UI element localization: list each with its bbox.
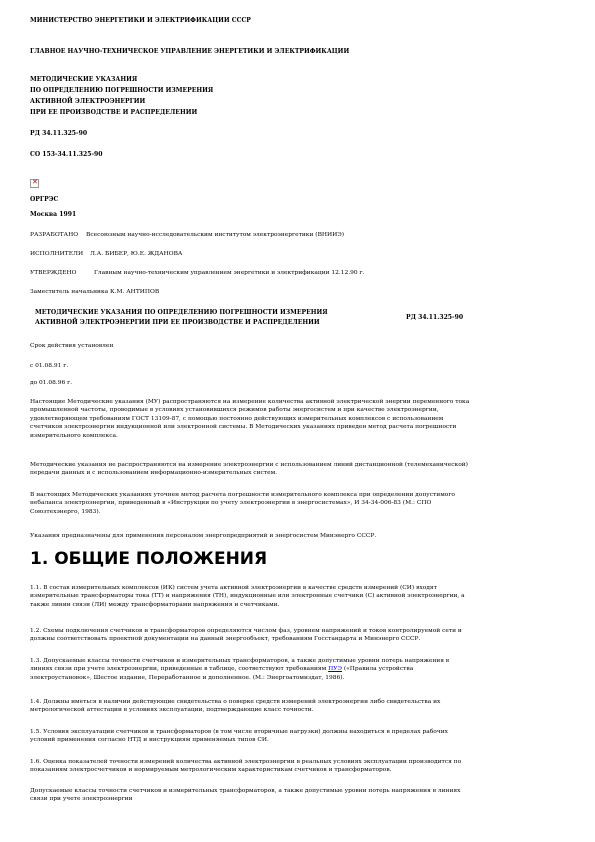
intro-paragraph-2: Методические указания не распространяются на измерение электроэнергии с использованием линий дистанционной (телемеханической) передачи данных и с использованием информационно-измерительных систем.: [30, 462, 468, 477]
paragraph-1-5: 1.5. Условия эксплуатации счетчиков и трансформаторов (в том числе вторичные нагрузки) должны находиться в пределах рабочих условий применения согласно НТД и инструкциям применяемых типов СИ.: [30, 729, 448, 744]
city-year: Москва 1991: [30, 211, 77, 218]
executors-value: Л.А. БИБЕР, Ю.Е. ЖДАНОВА: [90, 251, 183, 257]
approved-label: УТВЕРЖДЕНО: [30, 270, 77, 276]
paragraph-1-2: 1.2. Схемы подключения счетчиков и трансформаторов определяются числом фаз, уровнем напряжений и токов контролируемой сети и должны соответствовать проектной документации на данный энергообъект, требованиям Госстандарта и Минэнерго СССР.: [30, 628, 462, 643]
directorate-header: ГЛАВНОЕ НАУЧНО-ТЕХНИЧЕСКОЕ УПРАВЛЕНИЕ ЭНЕРГЕТИКИ И ЭЛЕКТРИФИКАЦИИ: [30, 48, 350, 55]
doc-header-title-1: МЕТОДИЧЕСКИЕ УКАЗАНИЯ ПО ОПРЕДЕЛЕНИЮ ПОГРЕШНОСТИ ИЗМЕРЕНИЯ: [35, 309, 328, 316]
validity-label: Срок действия установлен: [30, 343, 114, 349]
executors-label: ИСПОЛНИТЕЛИ: [30, 251, 84, 257]
developed-label: РАЗРАБОТАНО: [30, 232, 79, 238]
intro-paragraph-3: В настоящих Методических указаниях уточнен метод расчета погрешности измерительного комплекса при определении допустимого небаланса электроэнергии, приведенный в «Инструкции по учету электроэнергии в энергосистемах», И 34-34-006-83 (М.: СПО Союзтехэнерго, 1983).: [30, 492, 455, 515]
approved-value: Главным научно-техническим управлением энергетики и электрификации 12.12.90 г.: [94, 270, 365, 276]
ministry-header: МИНИСТЕРСТВО ЭНЕРГЕТИКИ И ЭЛЕКТРИФИКАЦИИ СССР: [30, 17, 251, 24]
so-code: СО 153-34.11.325-90: [30, 151, 103, 158]
section-1-heading: 1. ОБЩИЕ ПОЛОЖЕНИЯ: [30, 549, 268, 569]
paragraph-1-1: 1.1. В состав измерительных комплексов (ИК) систем учета активной электроэнергии в качестве средств измерений (СИ) входят измерительные трансформаторы тока (ТТ) и напряжения (ТН), индукционные или электронные счетчики (С) активной электроэнергии, а также линии связи (ЛИ) между трансформаторами напряжения и счетчиками.: [30, 585, 465, 608]
paragraph-1-4: 1.4. Должны иметься в наличии действующие свидетельства о поверке средств измерений электроэнергии либо свидетельства их метрологической аттестации в условиях эксплуатации, подтверждающие класс точности.: [30, 699, 441, 714]
broken-image-icon: [30, 179, 39, 188]
pue-link[interactable]: ПУЭ: [328, 666, 342, 673]
intro-paragraph-4: Указания предназначены для применения персоналом энергопредприятий и энергосистем Минэнерго СССР.: [30, 533, 377, 539]
table-caption: Допускаемые классы точности счетчиков и измерительных трансформаторов, а также допустимые уровни потерь напряжения в линиях связи при учете электроэнергии: [30, 788, 461, 803]
intro-paragraph-1: Настоящие Методические указания (МУ) распространяются на измерение количества активной электрической энергии переменного тока промышленной частоты, проводимые в условиях установившихся режимов работы энергосистем и при качестве электроэнергии, удовлетворяющем требованиям ГОСТ 13109-87, с помощью постоянно действующих измерительных комплексов с использованием счетчиков электроэнергии индукционной или электронной системы. В Методических указаниях приведен метод расчета погрешности измерительного комплекса.: [30, 399, 470, 439]
doc-title-line-2: ПО ОПРЕДЕЛЕНИЮ ПОГРЕШНОСТИ ИЗМЕРЕНИЯ: [30, 87, 214, 94]
developed-value: Всесоюзным научно-исследовательским институтом электроэнергетики (ВНИИЭ): [86, 232, 345, 238]
doc-title-line-4: ПРИ ЕЕ ПРОИЗВОДСТВЕ И РАСПРЕДЕЛЕНИИ: [30, 109, 198, 116]
validity-from: с 01.08.91 г.: [30, 363, 69, 369]
doc-header-title-2: АКТИВНОЙ ЭЛЕКТРОЭНЕРГИИ ПРИ ЕЕ ПРОИЗВОДСТВЕ И РАСПРЕДЕЛЕНИИ: [35, 319, 320, 326]
doc-title-line-3: АКТИВНОЙ ЭЛЕКТРОЭНЕРГИИ: [30, 98, 146, 105]
doc-title-line-1: МЕТОДИЧЕСКИЕ УКАЗАНИЯ: [30, 76, 138, 83]
validity-to: до 01.08.96 г.: [30, 380, 73, 386]
publisher: ОРГРЭС: [30, 196, 59, 203]
doc-header-code: РД 34.11.325-90: [406, 314, 464, 321]
rd-code: РД 34.11.325-90: [30, 130, 88, 137]
paragraph-1-3: 1.3. Допускаемые классы точности счетчиков и измерительных трансформаторов, а также допустимые уровни потерь напряжения в линиях связи при учете электроэнергии, приведенные в таблице, соответствуют требованиям ПУЭ («Правила устройства электроустановок», Шестое издание, Переработанное и дополненное. (М.: Энергоатомиздат, 1986).: [30, 658, 450, 681]
deputy-line: Заместитель начальника К.М. АНТИПОВ: [30, 289, 160, 295]
paragraph-1-6: 1.6. Оценка показателей точности измерений количества активной электроэнергии в реальных условиях эксплуатации производится по показаниям электросчетчиков и нормируемым метрологическим характеристикам счетчиков и трансформаторов.: [30, 759, 462, 774]
